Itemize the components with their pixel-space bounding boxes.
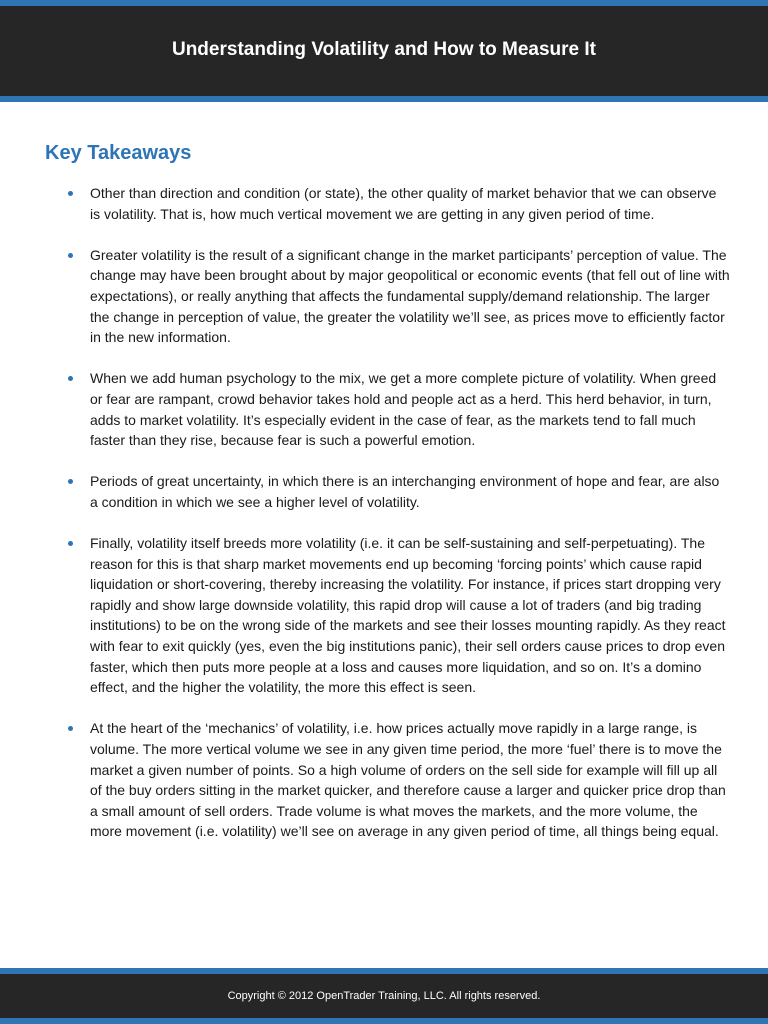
- bullet-dot-icon: [68, 376, 73, 381]
- bullet-dot-icon: [68, 726, 73, 731]
- footer-bottom-stripe: [0, 1018, 768, 1024]
- bullet-text: Finally, volatility itself breeds more volatility (i.e. it can be self-sustaining and self-perpetuating). The reason for this is that sharp market movements end up becoming ‘forcing points’ which cause rapid liquidation or short-covering, thereby increasing the volatility. For instance, if prices start dropping very rapidly and show large downside volatility, this rapid drop will cause a lot of traders (and big trading institutions) to be on the wrong side of the markets and see their losses mounting rapidly. As they react with fear to exit quickly (yes, even the big institutions panic), their sell orders cause prices to drop even faster, which then puts more people at a loss and causes more liquidation, and so on. It’s a domino effect, and the higher the volatility, the more this effect is seen.: [90, 535, 726, 696]
- section-title: Key Takeaways: [45, 142, 192, 164]
- bullet-text: When we add human psychology to the mix, we get a more complete picture of volatility. When greed or fear are rampant, crowd behavior takes hold and people act as a herd. This herd behavior, in turn, adds to market volatility. It’s especially evident in the case of fear, as the markets tend to fall much faster than they rise, because fear is such a powerful emotion.: [90, 370, 717, 449]
- bullet-dot-icon: [68, 479, 73, 484]
- takeaways-list: [45, 183, 730, 842]
- bullet-dot-icon: [68, 191, 73, 196]
- list-item: [45, 718, 730, 842]
- page-footer: [0, 974, 768, 1018]
- bullet-text: At the heart of the ‘mechanics’ of volatility, i.e. how prices actually move rapidly in a large range, is volume. The more vertical volume we see in any given time period, the more ‘fuel’ there is to move the market a given number of points. So a high volume of orders on the sell side for example will fill up all of the buy orders sitting in the market quicker, and therefore cause a larger and quicker price drop than a small amount of sell orders. Trade volume is what moves the markets, and the more volume, the more movement (i.e. volatility) we’ll see on average in any given period of time, all things being equal.: [90, 720, 726, 840]
- list-item: [45, 245, 730, 348]
- bullet-dot-icon: [68, 541, 73, 546]
- bullet-dot-icon: [68, 253, 73, 258]
- list-item: [45, 368, 730, 450]
- main-content: [45, 140, 730, 863]
- header-bottom-stripe: [0, 96, 768, 102]
- page-header: [0, 6, 768, 96]
- list-item: [45, 533, 730, 698]
- footer-copyright: Copyright © 2012 OpenTrader Training, LLC. All rights reserved.: [227, 990, 541, 1002]
- bullet-text: Periods of great uncertainty, in which there is an interchanging environment of hope and fear, are also a condition in which we see a higher level of volatility.: [90, 473, 720, 510]
- page-title: Understanding Volatility and How to Measure It: [171, 39, 597, 60]
- list-item: [45, 471, 730, 512]
- list-item: [45, 183, 730, 224]
- bullet-text: Greater volatility is the result of a significant change in the market participants’ perception of value. The change may have been brought about by major geopolitical or economic events (that fell out of line with expectations), or really anything that affects the fundamental supply/demand relationship. The larger the change in perception of value, the greater the volatility we’ll see, as prices move to efficiently factor in the new information.: [90, 246, 730, 346]
- bullet-text: Other than direction and condition (or state), the other quality of market behavior that we can observe is volatility. That is, how much vertical movement we are getting in any given period of time.: [90, 185, 717, 222]
